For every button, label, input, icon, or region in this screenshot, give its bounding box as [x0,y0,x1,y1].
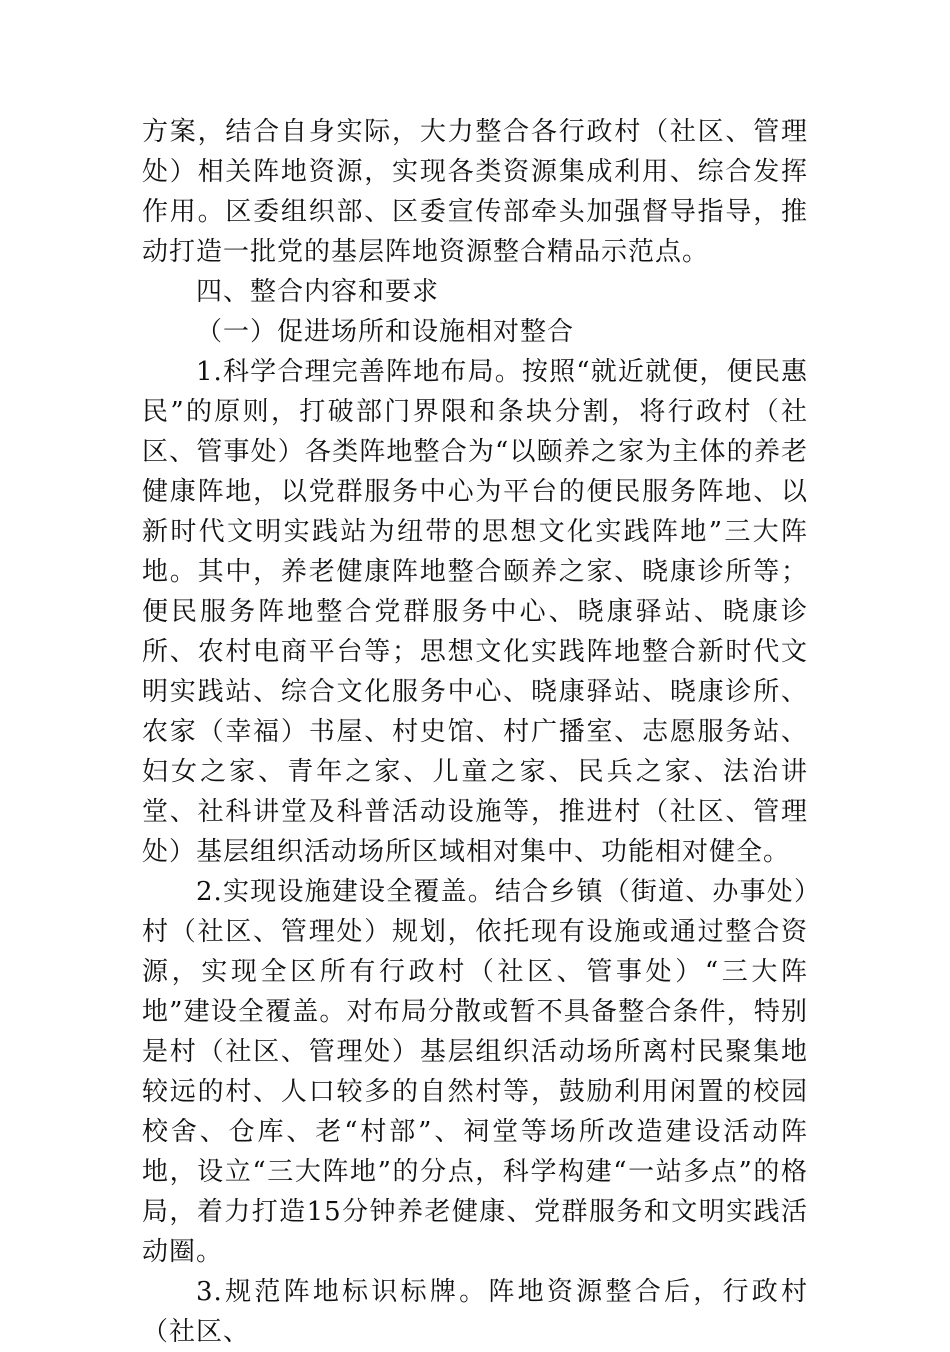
paragraph-continuation: 方案，结合自身实际，大力整合各行政村（社区、管理处）相关阵地资源，实现各类资源集成利用、综合发挥作用。区委组织部、区委宣传部牵头加强督导指导，推动打造一批党的基层阵地资源整合精品示范点。 [142,117,808,267]
paragraph-item-3: 3.规范阵地标识标牌。阵地资源整合后，行政村（社区、 [142,1277,808,1347]
subsection-heading: （一）促进场所和设施相对整合 [196,317,575,347]
section-heading: 四、整合内容和要求 [196,277,440,307]
paragraph-item-1: 1.科学合理完善阵地布局。按照“就近就便，便民惠民”的原则，打破部门界限和条块分割，将行政村（社区、管事处）各类阵地整合为“以颐养之家为主体的养老健康阵地，以党群服务中心为平台的便民服务阵地、以新时代文明实践站为纽带的思想文化实践阵地”三大阵地。其中，养老健康阵地整合颐养之家、晓康诊所等；便民服务阵地整合党群服务中心、晓康驿站、晓康诊所、农村电商平台等；思想文化实践阵地整合新时代文明实践站、综合文化服务中心、晓康驿站、晓康诊所、农家（幸福）书屋、村史馆、村广播室、志愿服务站、妇女之家、青年之家、儿童之家、民兵之家、法治讲堂、社科讲堂及科普活动设施等，推进村（社区、管理处）基层组织活动场所区域相对集中、功能相对健全。 [142,357,808,867]
paragraph-item-2: 2.实现设施建设全覆盖。结合乡镇（街道、办事处）村（社区、管理处）规划，依托现有设施或通过整合资源，实现全区所有行政村（社区、管事处）“三大阵地”建设全覆盖。对布局分散或暂不具备整合条件，特别是村（社区、管理处）基层组织活动场所离村民聚集地较远的村、人口较多的自然村等，鼓励利用闲置的校园校舍、仓库、老“村部”、祠堂等场所改造建设活动阵地，设立“三大阵地”的分点，科学构建“一站多点”的格局，着力打造15分钟养老健康、党群服务和文明实践活动圈。 [142,877,808,1267]
document-body [142,112,808,1352]
